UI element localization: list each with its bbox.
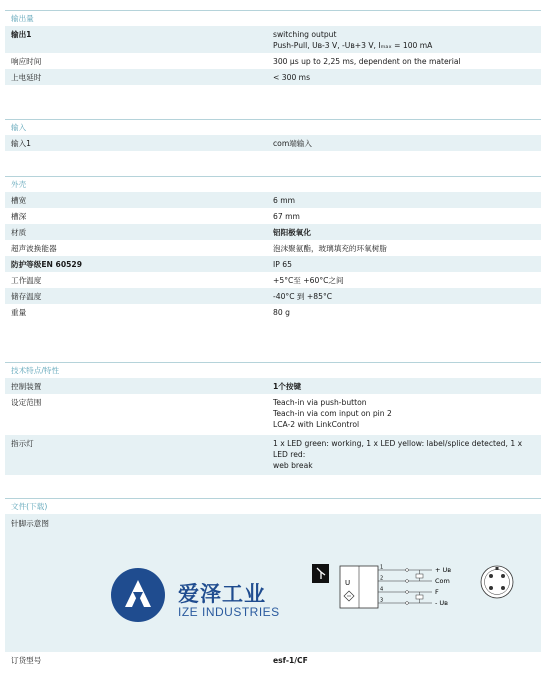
row-value: +5°C至 +60°C之间 <box>273 276 344 285</box>
pin-diagram-label: 针脚示意图 <box>11 519 49 528</box>
row-label: 订货型号 <box>11 656 42 665</box>
row-value: < 300 ms <box>273 73 311 82</box>
table-row <box>5 224 541 240</box>
section-features <box>5 362 541 475</box>
row-value: com端输入 <box>273 139 312 148</box>
logo-text-cn: 爱泽工业 <box>178 582 266 606</box>
row-label: 输出1 <box>11 30 32 39</box>
section-order <box>5 652 541 668</box>
value-line: 1 x LED green: working, 1 x LED yellow: label/splice detected, 1 x LED red: <box>273 439 523 459</box>
table-row <box>5 272 541 288</box>
row-label: 重量 <box>11 308 27 317</box>
row-value: 1个按键 <box>273 382 302 391</box>
row-label: 防护等级EN 60529 <box>11 260 82 269</box>
value-line: web break <box>273 461 313 470</box>
row-value: 80 g <box>273 308 290 317</box>
value-line: switching output <box>273 30 337 39</box>
row-value <box>273 29 541 51</box>
table-row <box>5 208 541 224</box>
row-value: 泡沫聚氨酯，玻璃填充的环氧树脂 <box>273 244 387 253</box>
section-documents <box>5 498 541 514</box>
section-header: 技术特点/特性 <box>5 362 541 378</box>
row-value: -40°C 到 +85°C <box>273 292 333 301</box>
row-value: 67 mm <box>273 212 300 221</box>
row-label: 设定范围 <box>11 398 42 407</box>
row-label: 控制装置 <box>11 382 42 391</box>
table-row <box>5 135 541 151</box>
section-header: 外壳 <box>5 176 541 192</box>
signal-label: + Uʙ <box>435 566 452 574</box>
table-row <box>5 192 541 208</box>
sensor-box-label: U <box>345 579 351 587</box>
row-value: 铝阳极氧化 <box>273 228 311 237</box>
row-label: 槽深 <box>11 212 27 221</box>
pin-number: 2 <box>380 575 384 582</box>
row-label: 上电延时 <box>11 73 42 82</box>
value-line: Teach-in via com input on pin 2 <box>273 409 392 418</box>
row-value <box>273 397 541 430</box>
value-line: Teach-in via push-button <box>273 398 367 407</box>
table-row <box>5 378 541 394</box>
table-row <box>5 304 541 320</box>
row-label: 响应时间 <box>11 57 42 66</box>
pin-number: 3 <box>380 597 384 604</box>
row-label: 工作温度 <box>11 276 42 285</box>
wiring-diagram <box>312 560 544 616</box>
row-value <box>273 438 541 471</box>
table-row <box>5 652 541 668</box>
row-label: 材质 <box>11 228 27 237</box>
signal-label: - Uʙ <box>435 599 448 607</box>
row-value: 300 µs up to 2,25 ms, dependent on the material <box>273 57 461 66</box>
row-value: IP 65 <box>273 260 292 269</box>
order-code: esf-1/CF <box>273 656 308 665</box>
table-row <box>5 53 541 69</box>
row-label: 槽宽 <box>11 196 27 205</box>
section-housing <box>5 176 541 320</box>
table-row <box>5 394 541 435</box>
row-label: 储存温度 <box>11 292 42 301</box>
signal-label: F <box>435 588 439 596</box>
row-label: 指示灯 <box>11 439 34 448</box>
table-row <box>5 435 541 475</box>
table-row <box>5 69 541 85</box>
value-line: Push-Pull, Uʙ-3 V, -Uʙ+3 V, Iₘₐₓ = 100 mA <box>273 41 433 50</box>
section-header: 输入 <box>5 119 541 135</box>
signal-label: Com <box>435 577 450 585</box>
connector-pinout-icon <box>481 566 513 598</box>
logo-text-en: IZE INDUSTRIES <box>178 605 280 619</box>
section-input <box>5 119 541 151</box>
table-row <box>5 240 541 256</box>
row-label: 超声波换能器 <box>11 244 57 253</box>
table-row <box>5 26 541 53</box>
pin-number: 1 <box>380 564 384 571</box>
table-row <box>5 256 541 272</box>
section-header: 文件(下载) <box>5 498 541 514</box>
section-header: 输出量 <box>5 10 541 26</box>
row-value: 6 mm <box>273 196 296 205</box>
table-row <box>5 288 541 304</box>
section-output <box>5 10 541 85</box>
value-line: LCA-2 with LinkControl <box>273 420 360 429</box>
pin-number: 4 <box>380 586 384 593</box>
row-label: 输入1 <box>11 139 32 148</box>
